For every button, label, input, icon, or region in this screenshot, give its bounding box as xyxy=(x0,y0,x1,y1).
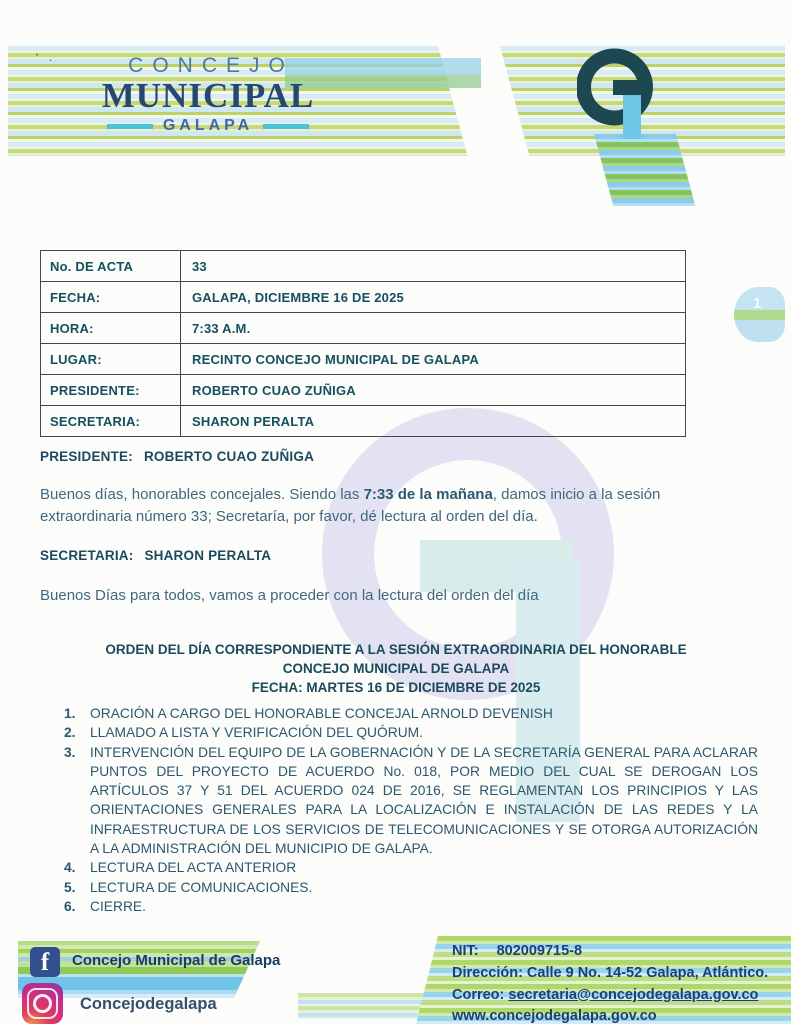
row-label: FECHA: xyxy=(41,282,181,313)
presidente-paragraph xyxy=(40,484,756,528)
email-label: Correo: xyxy=(452,986,509,1003)
facebook-icon: f xyxy=(30,947,60,977)
galapa-g-logo-icon xyxy=(577,47,659,144)
row-label: LUGAR: xyxy=(41,344,181,375)
item-number: 4. xyxy=(64,860,76,876)
list-item xyxy=(64,897,758,916)
item-text: LECTURA DE COMUNICACIONES. xyxy=(90,879,313,895)
address-line: Dirección: Calle 9 No. 14-52 Galapa, Atlántico. xyxy=(452,964,769,981)
instagram-handle: Concejodegalapa xyxy=(80,995,217,1013)
page-number: 1 xyxy=(753,295,762,312)
list-item xyxy=(64,878,758,897)
item-number: 6. xyxy=(64,898,76,914)
paragraph-text: , damos inicio a la sesión extraordinaria número 33; Secretaría, por favor, dé lectura al orden del día. xyxy=(40,486,661,525)
presidente-label: PRESIDENTE: xyxy=(40,449,133,464)
table-row xyxy=(41,313,686,344)
item-number: 5. xyxy=(64,879,76,895)
row-value: GALAPA, DICIEMBRE 16 DE 2025 xyxy=(181,282,686,313)
row-value: 7:33 A.M. xyxy=(181,313,686,344)
facebook-page-name: Concejo Municipal de Galapa xyxy=(72,952,281,969)
paragraph-text: Buenos días, honorables concejales. Siendo las xyxy=(40,486,364,503)
nit-value: 802009715-8 xyxy=(496,943,583,959)
brand-lockup xyxy=(92,54,324,135)
orden-del-dia-heading xyxy=(56,640,736,697)
item-text: LLAMADO A LISTA Y VERIFICACIÓN DEL QUÓRUM. xyxy=(90,725,424,741)
website-line xyxy=(452,1006,768,1024)
table-row xyxy=(41,375,686,406)
row-value: RECINTO CONCEJO MUNICIPAL DE GALAPA xyxy=(181,344,686,375)
secretaria-paragraph: Buenos Días para todos, vamos a proceder con la lectura del orden del día xyxy=(40,587,539,604)
item-text: INTERVENCIÓN DEL EQUIPO DE LA GOBERNACIÓN Y DE LA SECRETARÍA GENERAL PARA ACLARAR PUNTOS DEL PROYECTO DE ACUERDO No. 018, POR MEDIO DEL CUAL SE DEROGAN LOS ARTÍCULOS 37 Y 51 DEL ACUERDO 024 DE 2016, SE REGLAMENTAN LOS PRINCIPIOS Y LAS ORIENTACIONES GENERALES PARA LA LOCALIZACIÓN E INSTALACIÓN DE LAS REDES Y LA INFRAESTRUCTURA DE LOS SERVICIOS DE TELECOMUNICACIONES Y SE OTORGA AUTORIZACIÓN A LA ADMINISTRACIÓN DEL MUNICIPIO DE GALAPA. xyxy=(90,744,758,857)
paragraph-bold-text: 7:33 de la mañana xyxy=(363,486,493,503)
website-link[interactable]: www.concejodegalapa.gov.co xyxy=(452,1008,657,1024)
brand-galapa: GALAPA xyxy=(162,117,254,134)
secretaria-label: SECRETARIA: xyxy=(40,548,134,563)
secretaria-heading xyxy=(40,548,271,563)
table-row xyxy=(41,344,686,375)
table-row xyxy=(41,406,686,437)
row-value: ROBERTO CUAO ZUÑIGA xyxy=(181,375,686,406)
presidente-name: ROBERTO CUAO ZUÑIGA xyxy=(143,449,315,464)
brand-concejo: CONCEJO xyxy=(128,54,294,77)
item-text: ORACIÓN A CARGO DEL HONORABLE CONCEJAL ARNOLD DEVENISH xyxy=(90,706,553,721)
item-number: 1. xyxy=(64,706,76,721)
email-line xyxy=(452,985,768,1007)
table-row xyxy=(41,282,686,313)
orden-del-dia-list xyxy=(64,704,758,916)
item-text: LECTURA DEL ACTA ANTERIOR xyxy=(90,860,297,876)
item-number: 2. xyxy=(64,725,76,741)
table-row xyxy=(41,251,686,282)
item-number: 3. xyxy=(64,744,76,760)
footer-middle-stripe xyxy=(298,993,424,1019)
item-text: CIERRE. xyxy=(90,898,146,914)
list-item xyxy=(64,723,758,742)
list-item xyxy=(64,743,758,859)
list-item xyxy=(64,704,758,723)
header-banner xyxy=(0,0,791,212)
nit-line xyxy=(452,941,768,963)
acta-info-table xyxy=(40,250,686,437)
page-number-badge xyxy=(734,287,785,342)
brand-dash-left xyxy=(107,124,153,129)
nit-label: NIT: xyxy=(452,943,479,959)
row-label: No. DE ACTA xyxy=(41,251,181,282)
footer-contact-block xyxy=(452,941,768,1024)
row-value: SHARON PERALTA xyxy=(181,406,686,437)
brand-galapa-row xyxy=(92,117,324,135)
secretaria-name: SHARON PERALTA xyxy=(144,548,272,563)
row-label: HORA: xyxy=(41,313,181,344)
orden-heading-line1: ORDEN DEL DÍA CORRESPONDIENTE A LA SESIÓN EXTRAORDINARIA DEL HONORABLE xyxy=(105,642,687,657)
orden-heading-line2: CONCEJO MUNICIPAL DE GALAPA xyxy=(282,661,510,676)
instagram-icon xyxy=(22,983,63,1024)
row-value: 33 xyxy=(181,251,686,282)
presidente-heading xyxy=(40,449,314,464)
scan-artifact: ' . xyxy=(36,52,57,64)
orden-heading-line3: FECHA: MARTES 16 DE DICIEMBRE DE 2025 xyxy=(251,680,541,695)
email-link[interactable]: secretaria@concejodegalapa.gov.co xyxy=(508,986,759,1003)
row-label: SECRETARIA: xyxy=(41,406,181,437)
brand-dash-right xyxy=(263,124,309,129)
row-label: PRESIDENTE: xyxy=(41,375,181,406)
brand-municipal: MUNICIPAL xyxy=(101,76,315,115)
list-item xyxy=(64,858,758,877)
